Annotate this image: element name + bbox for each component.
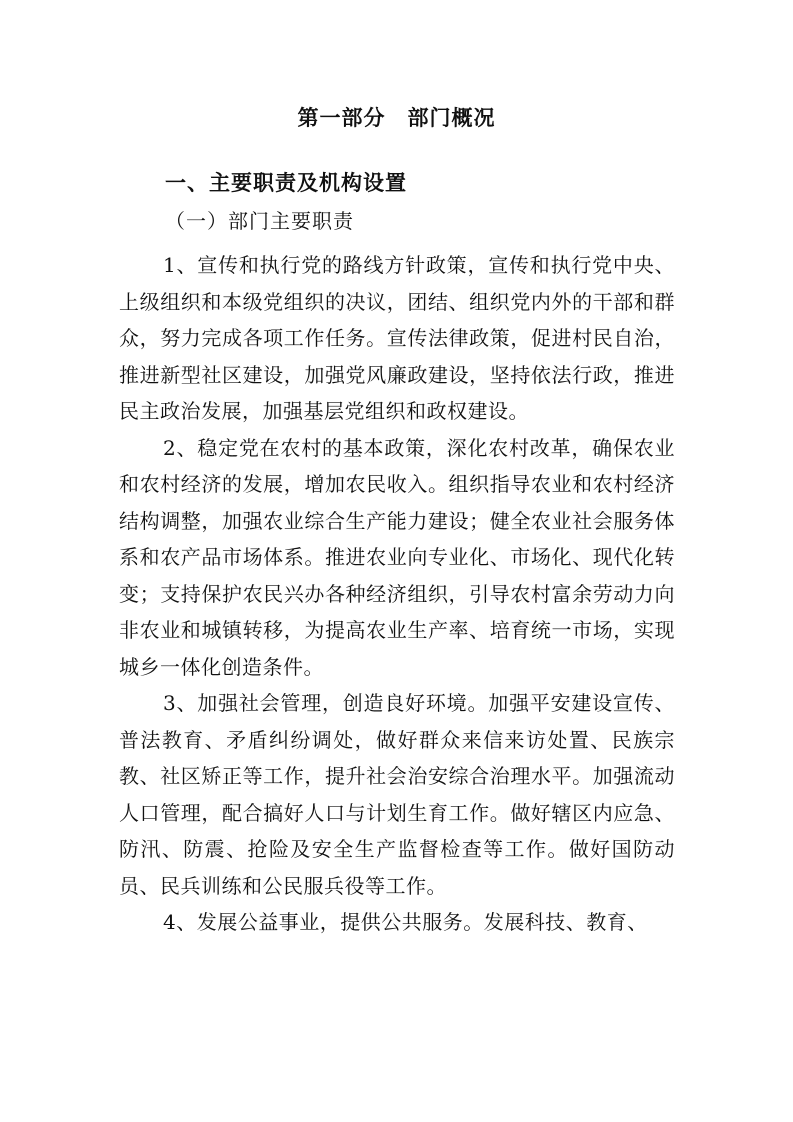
paragraph-3: 3、加强社会管理，创造良好环境。加强平安建设宣传、普法教育、矛盾纠纷调处，做好群众来信来访处置、民族宗教、社区矫正等工作，提升社会治安综合治理水平。加强流动人口管理，配合搞好人口与计划生育工作。做好辖区内应急、防汛、防震、抢险及安全生产监督检查等工作。做好国防动员、民兵训练和公民服兵役等工作。: [119, 691, 675, 898]
sub-heading: （一）部门主要职责: [165, 209, 354, 233]
paragraph-1: 1、宣传和执行党的路线方针政策，宣传和执行党中央、上级组织和本级党组织的决议，团结、组织党内外的干部和群众，努力完成各项工作任务。宣传法律政策，促进村民自治，推进新型社区建设，加强党风廉政建设，坚持依法行政，推进民主政治发展，加强基层党组织和政权建设。: [119, 253, 675, 423]
paragraph-2: 2、稳定党在农村的基本政策，深化农村改革，确保农业和农村经济的发展，增加农民收入。组织指导农业和农村经济结构调整，加强农业综合生产能力建设；健全农业社会服务体系和农产品市场体系。推进农业向专业化、市场化、现代化转变；支持保护农民兴办各种经济组织，引导农村富余劳动力向非农业和城镇转移，为提高农业生产率、培育统一市场，实现城乡一体化创造条件。: [119, 435, 675, 679]
paragraph-4: 4、发展公益事业，提供公共服务。发展科技、教育、: [163, 910, 648, 934]
section-heading: 一、主要职责及机构设置: [165, 171, 407, 195]
page-title: 第一部分 部门概况: [297, 106, 496, 130]
document-body: [119, 247, 675, 941]
